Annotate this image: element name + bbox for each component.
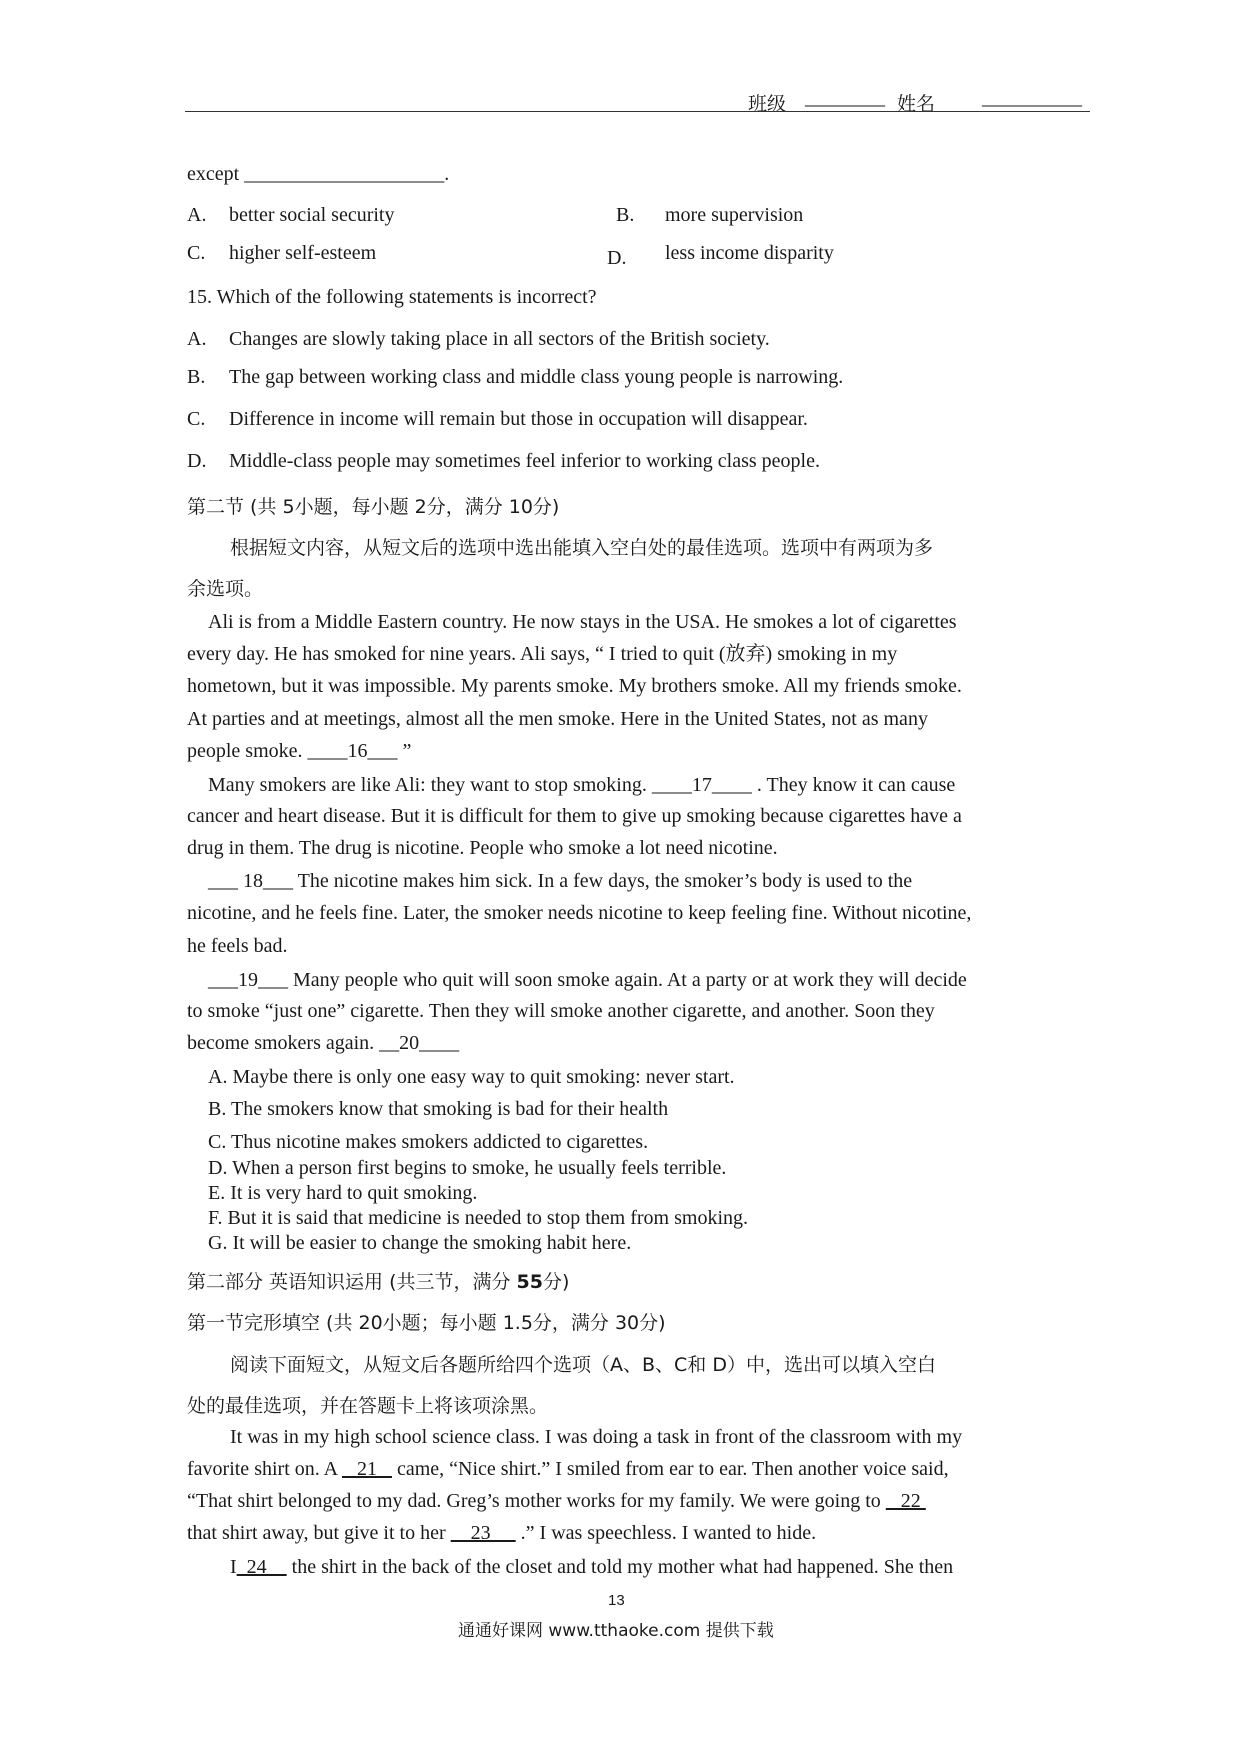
name-blank: __________ xyxy=(982,87,1082,109)
cloze-blank-24: 24 xyxy=(236,1556,287,1578)
option-letter: D. xyxy=(187,450,207,472)
choice-item: E. It is very hard to quit smoking. xyxy=(208,1182,478,1204)
cloze-blank-23: 23 xyxy=(450,1522,516,1544)
cloze-text: favorite shirt on. A xyxy=(187,1458,342,1480)
cloze-blank-21: 21 xyxy=(341,1458,392,1480)
passage-line: ___19___ Many people who quit will soon smoke again. At a party or at work they will decide xyxy=(208,969,967,991)
q14-stem-end: except ____________________. xyxy=(187,163,450,185)
q15-stem: 15. Which of the following statements is incorrect? xyxy=(187,286,597,308)
passage-line: drug in them. The drug is nicotine. People who smoke a lot need nicotine. xyxy=(187,837,778,859)
cloze-line: It was in my high school science class. I was doing a task in front of the classroom with my xyxy=(230,1426,963,1448)
passage-line: nicotine, and he feels fine. Later, the smoker needs nicotine to keep feeling fine. Without nicotine, xyxy=(187,902,972,924)
choice-item: D. When a person first begins to smoke, he usually feels terrible. xyxy=(208,1157,727,1179)
cloze-text: .” I was speechless. I wanted to hide. xyxy=(515,1522,817,1544)
cloze-text: came, “Nice shirt.” I smiled from ear to ear. Then another voice said, xyxy=(391,1458,949,1480)
option-text: higher self-esteem xyxy=(229,242,377,264)
passage-line: At parties and at meetings, almost all the men smoke. Here in the United States, not as many xyxy=(187,708,928,730)
passage-line: people smoke. ____16___ ” xyxy=(187,740,412,762)
section1-instruction-line2: 处的最佳选项，并在答题卡上将该项涂黑。 xyxy=(187,1395,549,1417)
section2-heading: 第二节 (共 5小题，每小题 2分，满分 10分) xyxy=(187,496,560,518)
passage-line: Ali is from a Middle Eastern country. He now stays in the USA. He smokes a lot of cigarettes xyxy=(208,611,957,633)
q14-option-d xyxy=(607,241,834,269)
option-letter: A. xyxy=(187,328,207,350)
name-label: 姓名 xyxy=(897,93,936,115)
passage-line: hometown, but it was impossible. My parents smoke. My brothers smoke. All my friends smoke. xyxy=(187,675,962,697)
passage-line: he feels bad. xyxy=(187,935,288,957)
q14-option-a xyxy=(187,203,395,227)
choice-item: F. But it is said that medicine is needed to stop them from smoking. xyxy=(208,1207,749,1229)
passage-line: every day. He has smoked for nine years. Ali says, “ I tried to quit (放弃) smoking in my xyxy=(187,643,898,665)
footer-source: 通通好课网 www.tthaoke.com 提供下载 xyxy=(458,1621,774,1641)
section2-instruction-line2: 余选项。 xyxy=(187,578,264,600)
cloze-line xyxy=(230,1555,953,1579)
part2-heading-b: 分) xyxy=(543,1271,570,1293)
part2-heading-a: 第二部分 英语知识运用 (共三节，满分 xyxy=(187,1271,517,1293)
choice-item: A. Maybe there is only one easy way to quit smoking: never start. xyxy=(208,1066,735,1088)
q14-option-b xyxy=(616,203,803,227)
q14-option-c xyxy=(187,241,376,265)
passage-line: to smoke “just one” cigarette. Then they will smoke another cigarette, and another. Soon they xyxy=(187,1000,935,1022)
option-letter: B. xyxy=(187,366,206,388)
option-text: Difference in income will remain but those in occupation will disappear. xyxy=(229,408,808,430)
option-letter: A. xyxy=(187,204,207,226)
q15-option-c xyxy=(187,407,808,431)
option-text: Changes are slowly taking place in all sectors of the British society. xyxy=(229,328,770,350)
cloze-text: that shirt away, but give it to her xyxy=(187,1522,451,1544)
header-rule xyxy=(185,111,1090,112)
option-text: less income disparity xyxy=(665,242,834,264)
class-label: 班级 xyxy=(748,93,787,115)
cloze-text: I xyxy=(230,1556,237,1578)
choice-item: G. It will be easier to change the smoking habit here. xyxy=(208,1232,632,1254)
q15-option-d xyxy=(187,449,820,473)
choice-item: C. Thus nicotine makes smokers addicted to cigarettes. xyxy=(208,1131,649,1153)
choice-item: B. The smokers know that smoking is bad for their health xyxy=(208,1098,669,1120)
cloze-text: the shirt in the back of the closet and told my mother what had happened. She then xyxy=(286,1556,954,1578)
cloze-line xyxy=(187,1457,949,1481)
cloze-text: “That shirt belonged to my dad. Greg’s mother works for my family. We were going to xyxy=(187,1490,886,1512)
section2-instruction-line1: 根据短文内容，从短文后的选项中选出能填入空白处的最佳选项。选项中有两项为多 xyxy=(230,537,934,559)
passage-line: cancer and heart disease. But it is difficult for them to give up smoking because cigarettes have a xyxy=(187,805,962,827)
option-letter: B. xyxy=(616,204,635,226)
option-text: Middle-class people may sometimes feel inferior to working class people. xyxy=(229,450,820,472)
class-blank: ________ xyxy=(805,87,885,109)
option-letter: C. xyxy=(187,408,206,430)
passage-line: ___ 18___ The nicotine makes him sick. In a few days, the smoker’s body is used to the xyxy=(208,870,913,892)
passage-line: Many smokers are like Ali: they want to stop smoking. ____17____ . They know it can cause xyxy=(208,774,956,796)
option-text: more supervision xyxy=(665,204,804,226)
option-letter: D. xyxy=(607,247,627,269)
option-letter: C. xyxy=(187,242,206,264)
cloze-line xyxy=(187,1489,926,1513)
cloze-line xyxy=(187,1521,816,1545)
part2-heading xyxy=(187,1267,569,1294)
q15-option-b xyxy=(187,365,843,389)
part2-score: 55 xyxy=(516,1271,543,1293)
option-text: The gap between working class and middle class young people is narrowing. xyxy=(229,366,844,388)
section1-instruction-line1: 阅读下面短文，从短文后各题所给四个选项（A、B、C和 D）中，选出可以填入空白 xyxy=(230,1354,936,1376)
option-text: better social security xyxy=(229,204,395,226)
page-number: 13 xyxy=(608,1592,625,1609)
q15-option-a xyxy=(187,327,770,351)
section1-heading: 第一节完形填空 (共 20小题；每小题 1.5分，满分 30分) xyxy=(187,1312,666,1334)
passage-line: become smokers again. __20____ xyxy=(187,1032,460,1054)
cloze-blank-22: 22 xyxy=(885,1490,926,1512)
